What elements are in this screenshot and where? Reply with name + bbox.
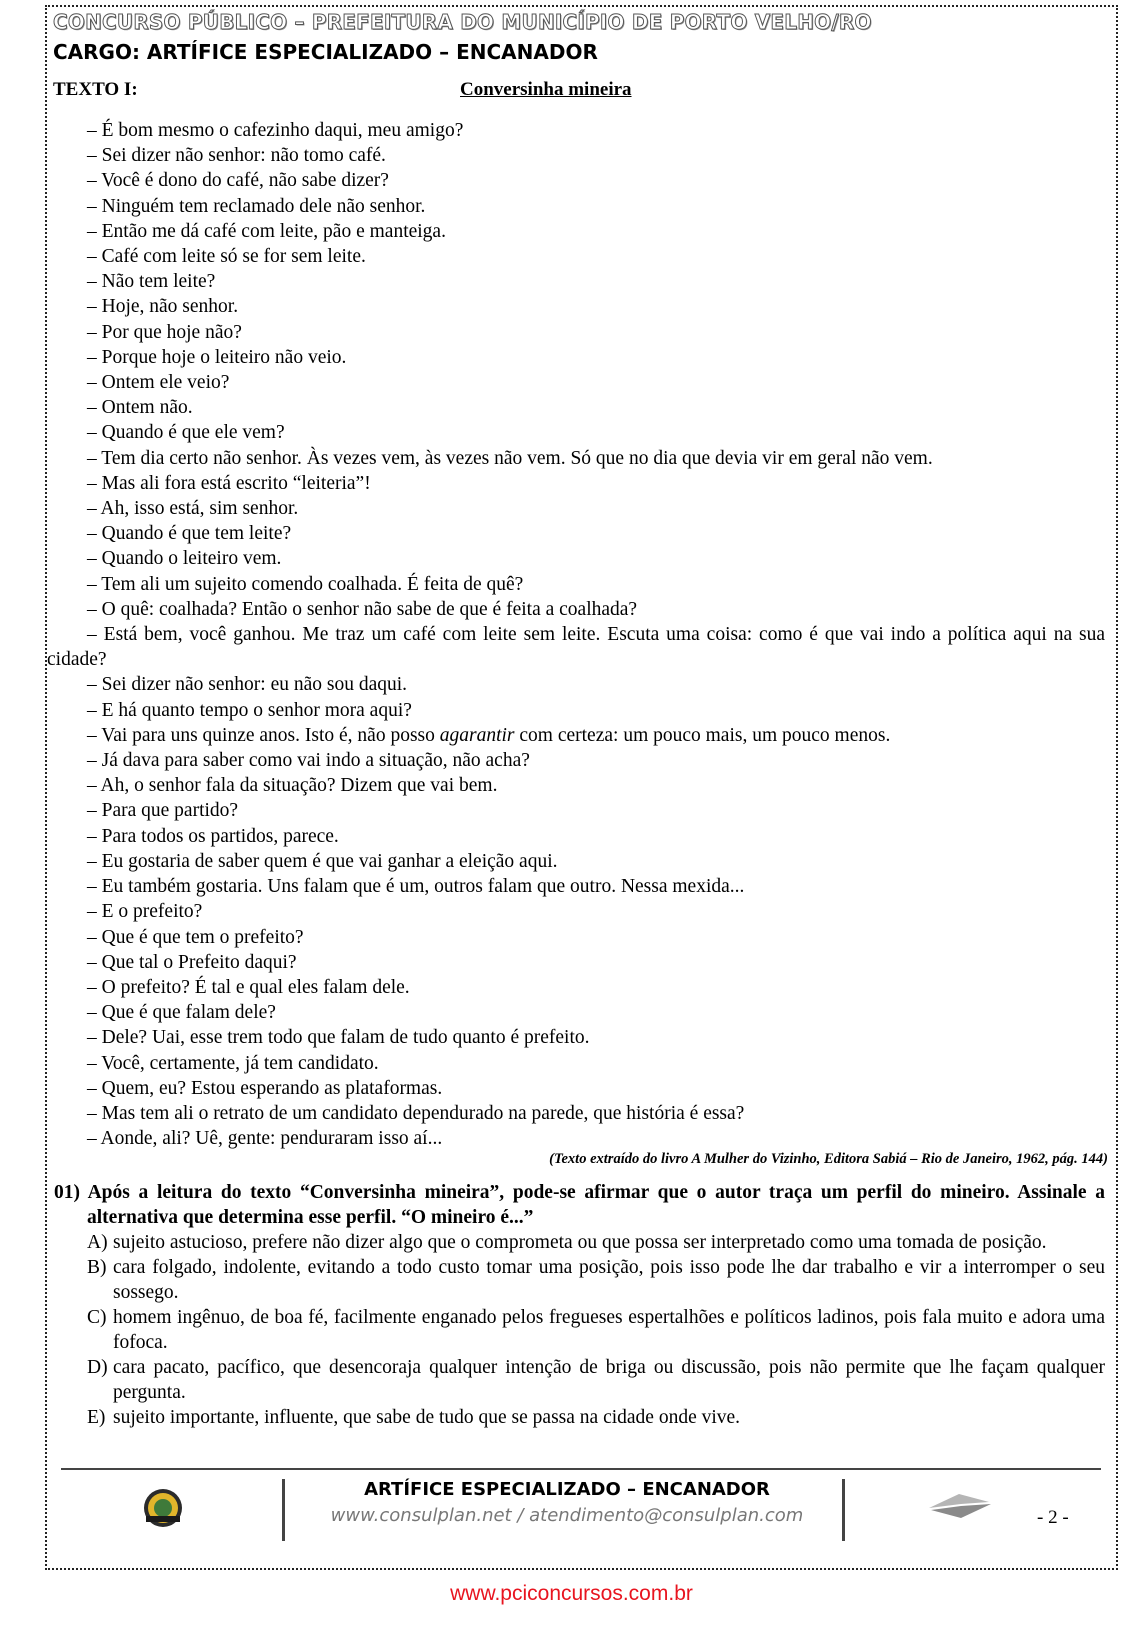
dialogue-line: – Ontem não. [87,397,193,419]
option-d [47,1355,1105,1405]
dialogue-line: – Café com leite só se for sem leite. [87,246,366,268]
dialogue-line: – Dele? Uai, esse trem todo que falam de tudo quanto é prefeito. [87,1027,590,1049]
option-text: homem ingênuo, de boa fé, facilmente enganado pelos fregueses espertalhões e políticos ladinos, pois fala muito e adora uma fofoca. [113,1307,1105,1353]
footer-contact: www.consulplan.net / atendimento@consulplan.com [330,1505,804,1526]
option-c [47,1305,1105,1355]
option-letter: B) [87,1257,107,1278]
footer-title: ARTÍFICE ESPECIALIZADO – ENCANADOR [364,1479,770,1500]
dialogue-line: – Quem, eu? Estou esperando as plataformas. [87,1077,443,1099]
dialogue-line: – Ontem ele veio? [87,372,230,394]
dialogue-line: – E há quanto tempo o senhor mora aqui? [87,699,412,721]
dialogue-line: – Hoje, não senhor. [87,296,239,318]
dialogue-line: – Não tem leite? [87,271,216,293]
dialogue-line: – Ah, o senhor fala da situação? Dizem que vai bem. [87,775,498,797]
consulplan-logo-icon [925,1490,995,1520]
dialogue-line: – Que é que falam dele? [87,1002,276,1024]
italic-word: agarantir [439,724,515,746]
text-title: Conversinha mineira [460,79,632,100]
dialogue-line: – O prefeito? É tal e qual eles falam dele. [87,976,410,998]
footer-separator [842,1479,845,1541]
dialogue-line: – É bom mesmo o cafezinho daqui, meu amigo? [87,120,464,141]
dialogue-line: – Ah, isso está, sim senhor. [87,498,299,520]
question-01 [47,1180,1105,1430]
citation: (Texto extraído do livro A Mulher do Vizinho, Editora Sabiá – Rio de Janeiro, 1962, pág. 144) [549,1151,1108,1167]
dialogue-text [47,118,1105,1151]
dialogue-line: – Já dava para saber como vai indo a situação, não acha? [87,750,530,772]
dialogue-line: – Quando é que tem leite? [87,523,292,545]
dialogue-line: – Mas ali fora está escrito “leiteria”! [87,472,371,494]
text-label: TEXTO I: [53,79,138,100]
municipal-seal-icon [142,1487,184,1529]
option-b [47,1255,1105,1305]
option-a [47,1230,1105,1255]
option-text: cara folgado, indolente, evitando a todo custo tomar uma posição, pois isso pode lhe dar trabalho e vir a interromper o seu sossego. [113,1257,1105,1303]
dialogue-line: – E o prefeito? [87,901,203,923]
option-letter: A) [87,1232,108,1253]
dialogue-line: – Para todos os partidos, parece. [87,825,339,847]
dialogue-line: – Eu também gostaria. Uns falam que é um, outros falam que outro. Nessa mexida... [87,876,745,898]
cargo-header: CARGO: ARTÍFICE ESPECIALIZADO – ENCANADOR [53,40,598,64]
option-e [47,1405,1105,1430]
dialogue-line: – Mas tem ali o retrato de um candidato dependurado na parede, que história é essa? [87,1102,745,1124]
option-text: sujeito astucioso, prefere não dizer algo que o comprometa ou que possa ser interpretado como uma tomada de posição. [113,1232,1047,1253]
dialogue-line: – Quando o leiteiro vem. [87,548,282,570]
line-part: – Vai para uns quinze anos. Isto é, não posso [87,724,440,746]
question-stem: 01) Após a leitura do texto “Conversinha mineira”, pode-se afirmar que o autor traça um perfil do mineiro. Assinale a alternativa que determina esse perfil. “O mineiro é...” [54,1182,1105,1228]
dialogue-line: – Você é dono do café, não sabe dizer? [87,170,389,192]
dialogue-line: – Sei dizer não senhor: não tomo café. [87,145,386,167]
option-letter: E) [87,1407,106,1428]
option-letter: D) [87,1357,108,1378]
dialogue-line: – Tem ali um sujeito comendo coalhada. É feita de quê? [87,573,524,595]
option-letter: C) [87,1307,107,1328]
line-part: com certeza: um pouco mais, um pouco menos. [514,724,891,746]
source-site-link[interactable]: www.pciconcursos.com.br [450,1582,693,1605]
dialogue-line: – Que é que tem o prefeito? [87,926,304,948]
dialogue-line-agarantir [47,723,1105,748]
dialogue-line: – Ninguém tem reclamado dele não senhor. [87,195,426,217]
dialogue-line: – Porque hoje o leiteiro não veio. [87,346,347,368]
footer-separator [282,1479,285,1541]
dialogue-line: – Aonde, ali? Uê, gente: penduraram isso aí... [87,1128,443,1150]
dialogue-line: – Sei dizer não senhor: eu não sou daqui. [87,674,408,696]
dialogue-line: – Você, certamente, já tem candidato. [87,1052,379,1074]
page-number: - 2 - [1037,1507,1069,1528]
dialogue-line: – Para que partido? [87,800,239,822]
option-text: cara pacato, pacífico, que desencoraja qualquer intenção de briga ou discussão, pois não permite que lhe façam qualquer pergunta. [113,1357,1105,1403]
dialogue-line: – O quê: coalhada? Então o senhor não sabe de que é feita a coalhada? [87,598,638,620]
exam-page [45,5,1118,1570]
dialogue-line: – Então me dá café com leite, pão e manteiga. [87,220,446,242]
dialogue-line: – Quando é que ele vem? [87,422,285,444]
dialogue-line: – Tem dia certo não senhor. Às vezes vem, às vezes não vem. Só que no dia que devia vir em geral não vem. [87,447,933,469]
footer-divider [61,1468,1101,1470]
contest-header: CONCURSO PÚBLICO – PREFEITURA DO MUNICÍPIO DE PORTO VELHO/RO [53,10,872,34]
dialogue-line: – Eu gostaria de saber quem é que vai ganhar a eleição aqui. [87,850,558,872]
dialogue-line: – Que tal o Prefeito daqui? [87,951,297,973]
option-text: sujeito importante, influente, que sabe de tudo que se passa na cidade onde vive. [113,1407,741,1428]
dialogue-line: – Por que hoje não? [87,321,242,343]
dialogue-line: – Está bem, você ganhou. Me traz um café com leite sem leite. Escuta uma coisa: como é que vai indo a política aqui na sua cidade? [47,624,1105,671]
